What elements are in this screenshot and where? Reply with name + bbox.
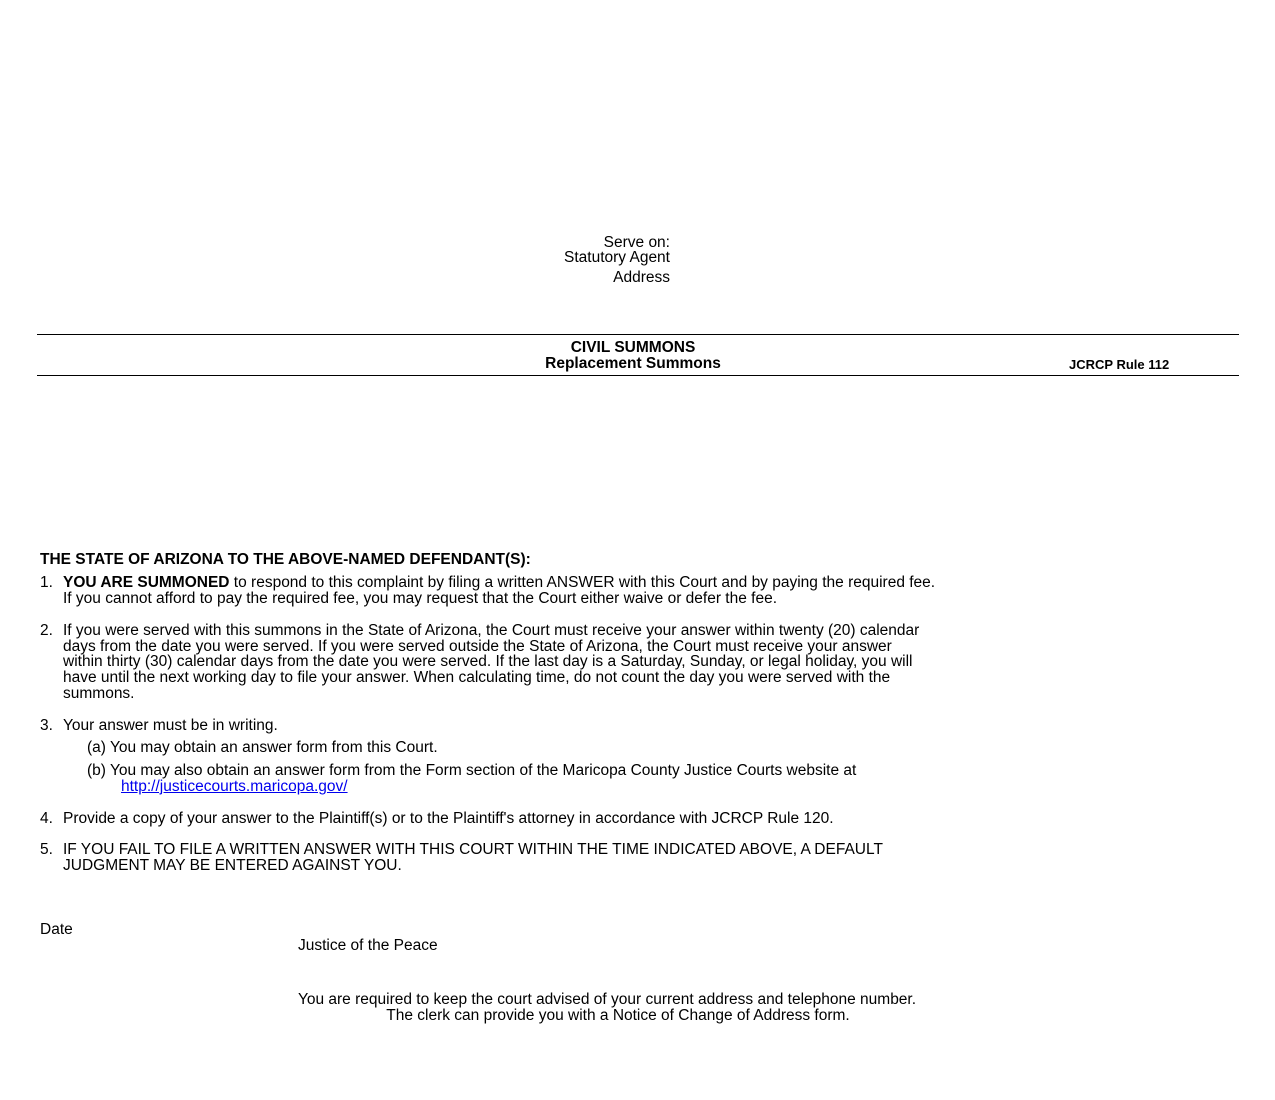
- header-bottom-rule: [37, 375, 1239, 376]
- section-heading: THE STATE OF ARIZONA TO THE ABOVE-NAMED DEFENDANT(S):: [40, 551, 531, 568]
- date-label: Date: [40, 921, 73, 938]
- document-subtitle: Replacement Summons: [545, 355, 721, 372]
- item-2-line: within thirty (30) calendar days from the date you were served. If the last day is a Saturday, Sunday, or legal holiday, you will: [63, 653, 913, 670]
- justice-of-the-peace-label: Justice of the Peace: [298, 937, 438, 954]
- document-title: CIVIL SUMMONS: [570, 339, 696, 356]
- justice-courts-link[interactable]: http://justicecourts.maricopa.gov/: [121, 778, 348, 795]
- item-5-line: JUDGMENT MAY BE ENTERED AGAINST YOU.: [63, 857, 402, 874]
- header-top-rule: [37, 334, 1239, 335]
- footer-notice-line-1: You are required to keep the court advised of your current address and telephone number.: [297, 991, 917, 1008]
- item-2-line: If you were served with this summons in the State of Arizona, the Court must receive your answer within twenty (20) calendar: [63, 622, 920, 639]
- summoned-emphasis: YOU ARE SUMMONED: [63, 574, 230, 591]
- item-3a-text: (a) You may obtain an answer form from this Court.: [87, 739, 438, 756]
- item-1-line-1: [63, 575, 935, 591]
- address-label: Address: [613, 269, 670, 286]
- item-5-line: IF YOU FAIL TO FILE A WRITTEN ANSWER WITH THIS COURT WITHIN THE TIME INDICATED ABOVE, A DEFAULT: [63, 841, 883, 858]
- item-2-number: 2.: [40, 622, 53, 639]
- footer-notice-line-2: The clerk can provide you with a Notice of Change of Address form.: [386, 1007, 850, 1024]
- statutory-agent-label: Statutory Agent: [564, 249, 670, 266]
- item-3-number: 3.: [40, 717, 53, 734]
- item-1-number: 1.: [40, 574, 53, 591]
- item-1-line-2: If you cannot afford to pay the required fee, you may request that the Court either waive or defer the fee.: [63, 590, 777, 607]
- item-1-text: to respond to this complaint by filing a written ANSWER with this Court and by paying the required fee.: [229, 574, 936, 591]
- item-3b-text: (b) You may also obtain an answer form from the Form section of the Maricopa County Justice Courts website at: [87, 762, 857, 779]
- item-3-text: Your answer must be in writing.: [63, 717, 278, 734]
- item-5-number: 5.: [40, 841, 53, 858]
- item-2-line: summons.: [63, 685, 135, 702]
- item-4-text: Provide a copy of your answer to the Plaintiff(s) or to the Plaintiff's attorney in accordance with JCRCP Rule 120.: [63, 810, 834, 827]
- item-2-line: have until the next working day to file your answer. When calculating time, do not count the day you were served with the: [63, 669, 891, 686]
- rule-reference: JCRCP Rule 112: [1069, 357, 1170, 372]
- item-4-number: 4.: [40, 810, 53, 827]
- item-2-line: days from the date you were served. If you were served outside the State of Arizona, the Court must receive your answer: [63, 638, 892, 655]
- serve-on-label: Serve on:: [603, 234, 670, 251]
